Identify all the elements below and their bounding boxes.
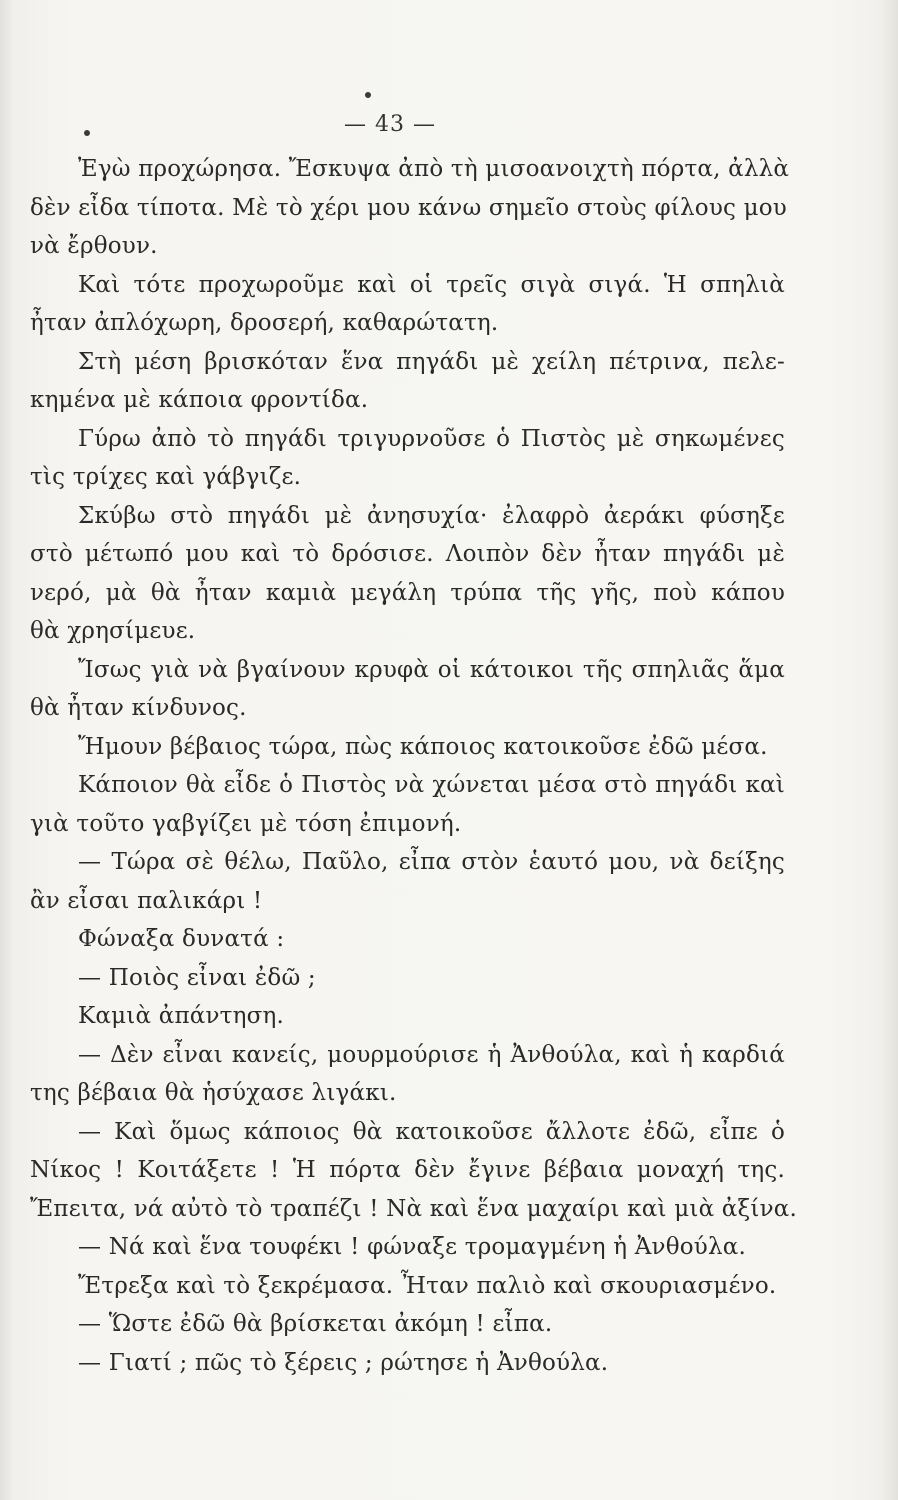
- text-line: ἦταν ἀπλόχωρη, δροσερή, καθαρώτατη.: [30, 310, 499, 336]
- text-line: Καμιὰ ἀπάντηση.: [78, 1003, 284, 1029]
- text-line: δὲν εἶδα τίποτα. Μὲ τὸ χέρι μου κάνω σημεῖο στοὺς φίλους μου: [30, 194, 787, 221]
- page-edge-shadow: [880, 0, 898, 1500]
- text-line: νὰ ἔρθουν.: [30, 233, 158, 259]
- text-line: νερό, μὰ θὰ ἦταν καμιὰ μεγάλη τρύπα τῆς γῆς, ποὺ κάπου: [30, 579, 785, 606]
- text-line: Ἐγὼ προχώρησα. Ἔσκυψα ἀπὸ τὴ μισοανοιχτὴ πόρτα, ἀλλὰ: [78, 156, 790, 182]
- text-line: Ἔτρεξα καὶ τὸ ξεκρέμασα. Ἦταν παλιὸ καὶ σκουριασμένο.: [78, 1272, 777, 1299]
- text-line: — Δὲν εἶναι κανείς, μουρμούρισε ἡ Ἀνθούλα, καὶ ἡ καρδιά: [78, 1041, 785, 1068]
- text-line: Σκύβω στὸ πηγάδι μὲ ἀνησυχία· ἐλαφρὸ ἀεράκι φύσηξε: [78, 502, 785, 529]
- text-line: — Καὶ ὅμως κάποιος θὰ κατοικοῦσε ἄλλοτε ἐδῶ, εἶπε ὁ: [78, 1118, 785, 1145]
- page-gutter-shadow: [0, 0, 14, 1500]
- print-speck: [365, 92, 371, 98]
- text-line: Ἤμουν βέβαιος τώρα, πὼς κάποιος κατοικοῦσε ἐδῶ μέσα.: [78, 733, 768, 760]
- text-line: Ἴσως γιὰ νὰ βγαίνουν κρυφὰ οἱ κάτοικοι τῆς σπηλιᾶς ἅμα: [78, 656, 785, 683]
- text-line: θὰ χρησίμευε.: [30, 618, 196, 644]
- text-line: Κάποιον θὰ εἶδε ὁ Πιστὸς νὰ χώνεται μέσα στὸ πηγάδι καὶ: [78, 772, 785, 798]
- text-line: τὶς τρίχες καὶ γάβγιζε.: [30, 464, 302, 490]
- text-line: ἂν εἶσαι παλικάρι !: [30, 887, 263, 914]
- text-line: — Τώρα σὲ θέλω, Παῦλο, εἶπα στὸν ἑαυτό μου, νὰ δείξης: [78, 849, 785, 875]
- text-line: Καὶ τότε προχωροῦμε καὶ οἱ τρεῖς σιγὰ σιγά. Ἡ σπηλιὰ: [78, 271, 785, 298]
- text-line: — Ποιὸς εἶναι ἐδῶ ;: [78, 964, 316, 991]
- text-line: — Ὥστε ἐδῶ θὰ βρίσκεται ἀκόμη ! εἶπα.: [78, 1311, 553, 1337]
- text-line: γιὰ τοῦτο γαβγίζει μὲ τόση ἐπιμονή.: [30, 810, 462, 837]
- text-line: Νίκος ! Κοιτάξετε ! Ἡ πόρτα δὲν ἔγινε βέβαια μοναχή της.: [30, 1157, 785, 1183]
- text-line: — Νά καὶ ἕνα τουφέκι ! φώναξε τρομαγμένη ἡ Ἀνθούλα.: [78, 1234, 747, 1260]
- body-text: [30, 150, 798, 1382]
- text-line: Γύρω ἀπὸ τὸ πηγάδι τριγυρνοῦσε ὁ Πιστὸς μὲ σηκωμένες: [78, 425, 785, 452]
- text-line: Ἔπειτα, νά αὐτὸ τὸ τραπέζι ! Νὰ καὶ ἕνα μαχαίρι καὶ μιὰ ἀξίνα.: [30, 1195, 798, 1222]
- text-line: Φώναξα δυνατά :: [78, 926, 285, 952]
- text-line: στὸ μέτωπό μου καὶ τὸ δρόσισε. Λοιπὸν δὲν ἦταν πηγάδι μὲ: [30, 541, 785, 567]
- text-line: κημένα μὲ κάποια φροντίδα.: [30, 387, 369, 413]
- text-line: της βέβαια θὰ ἡσύχασε λιγάκι.: [30, 1080, 397, 1106]
- text-line: Στὴ μέση βρισκόταν ἕνα πηγάδι μὲ χείλη πέτρινα, πελε-: [78, 348, 785, 375]
- text-line: — Γιατί ; πῶς τὸ ξέρεις ; ρώτησε ἡ Ἀνθούλα.: [78, 1349, 609, 1376]
- page-number: — 43 —: [344, 112, 436, 137]
- text-line: θὰ ἦταν κίνδυνος.: [30, 695, 247, 721]
